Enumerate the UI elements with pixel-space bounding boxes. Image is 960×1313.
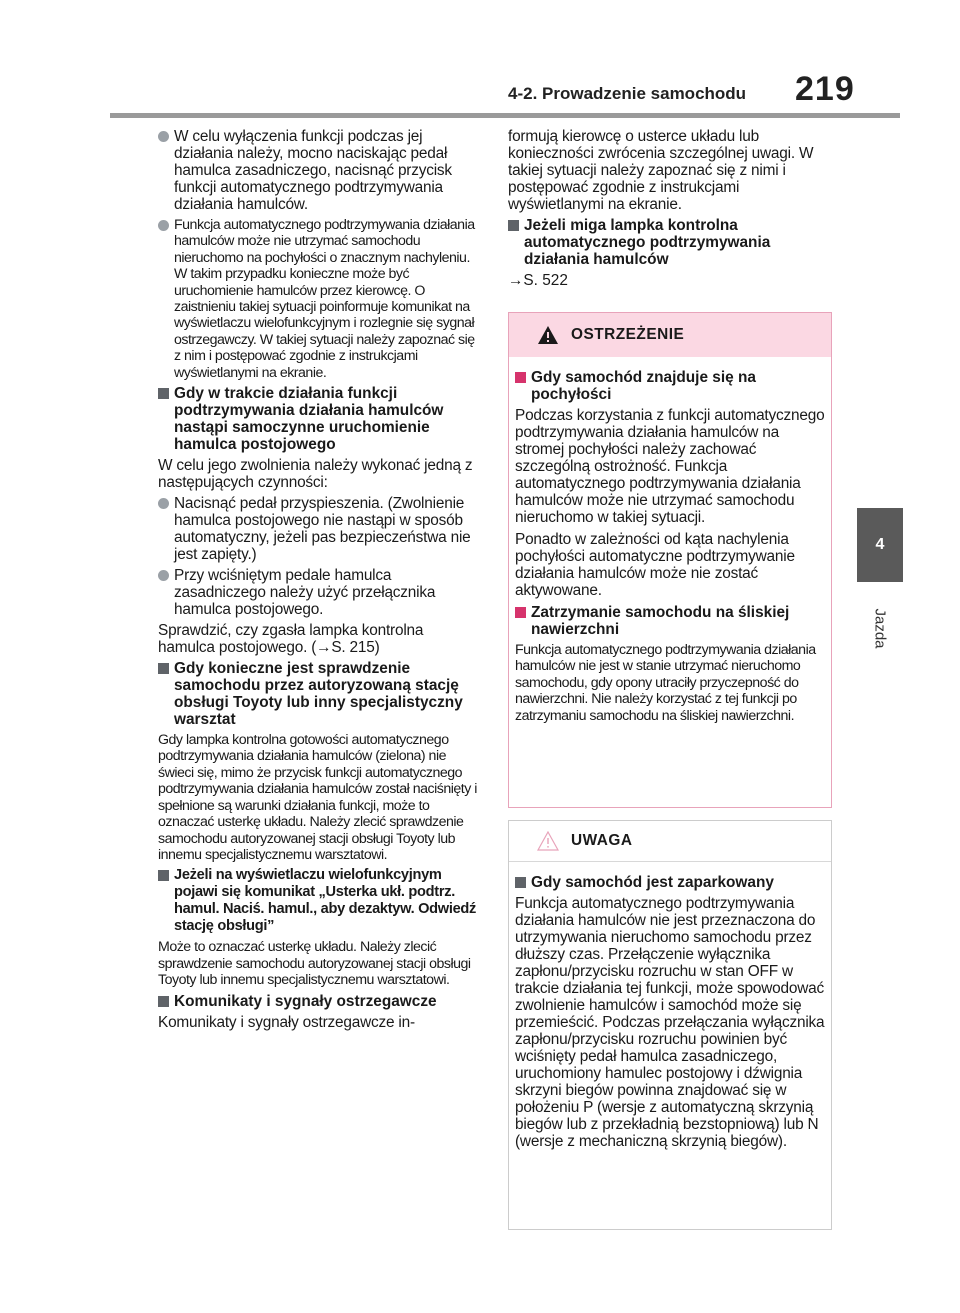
paragraph: Sprawdzić, czy zgasła lampka kontrolna hamulca postojowego. (→S. 215) bbox=[158, 622, 424, 657]
chapter-number: 4 bbox=[875, 536, 885, 553]
paragraph: formują kierowcę o usterce układu lub konieczności zwrócenia szczególnej uwagi. W takiej sytuacji należy zapoznać się z nimi i postępować zgodnie z instrukcjami wyświetlanymi na ekranie. bbox=[508, 128, 814, 213]
square-marker-icon bbox=[158, 663, 169, 674]
paragraph: Podczas korzystania z funkcji automatycznego podtrzymywania działania hamulców na stromej pochyłości należy zachować szczególną ostrożność. Funkcja automatycznego podtrzymywania działania hamulców może nie utrzymać samochodu nieruchomo w takiej sytuacji. bbox=[515, 407, 825, 526]
bullet-item: Funkcja automatycznego podtrzymywania działania hamulców może nie utrzymać samochodu nieruchomo na pochyłości o znacznym nachyleniu. W takim przypadku konieczne może być uruchomienie hamulców przez kierowcę. O zaistnieniu takiej sytuacji poinformuje komunikat na wyświetlaczu wielofunkcyjnym i rozlegnie się sygnał ostrzegawczy. W takiej sytuacji należy zapoznać się z nim i postępować zgodnie z instrukcjami wyświetlanymi na ekranie. bbox=[158, 217, 480, 381]
notice-title: UWAGA bbox=[571, 832, 633, 849]
bullet-item: W celu wyłączenia funkcji podczas jej działania należy, mocno naciskając pedał hamulca zasadniczego, nacisnąć przycisk funkcji automatycznego podtrzymywania działania hamulców. bbox=[158, 128, 480, 213]
page-number: 219 bbox=[795, 70, 855, 108]
warning-triangle-icon bbox=[537, 325, 559, 345]
square-marker-icon bbox=[515, 607, 526, 618]
square-marker-icon bbox=[158, 996, 169, 1007]
square-marker-icon bbox=[158, 870, 169, 881]
paragraph: Ponadto w zależności od kąta nachylenia pochyłości automatyczne podtrzymywanie działania hamulców może nie zostać aktywowane. bbox=[515, 531, 795, 599]
section-title: 4-2. Prowadzenie samochodu bbox=[508, 84, 747, 103]
section-heading: Komunikaty i sygnały ostrzegawcze bbox=[158, 993, 480, 1010]
section-heading: Gdy samochód jest zaparkowany bbox=[515, 874, 825, 891]
square-marker-icon bbox=[158, 388, 169, 399]
header-divider bbox=[110, 113, 900, 118]
square-marker-icon bbox=[515, 372, 526, 383]
left-column bbox=[158, 128, 480, 1035]
chapter-tab[interactable] bbox=[857, 508, 903, 582]
section-heading: Gdy w trakcie działania funkcji podtrzymywania działania hamulców nastąpi samoczynne uruchomienie hamulca postojowego bbox=[158, 385, 480, 453]
bullet-dot-icon bbox=[158, 220, 169, 231]
paragraph: Funkcja automatycznego podtrzymywania działania hamulców nie jest w stanie utrzymać nieruchomo samochodu, gdy opony utraciły przyczepność do nawierzchni. Nie należy korzystać z tej funkcji po zatrzymaniu samochodu na śliskiej nawierzchni. bbox=[515, 642, 816, 724]
warning-body bbox=[509, 357, 831, 724]
page-reference[interactable]: →S. 522 bbox=[508, 272, 568, 289]
notice-body bbox=[509, 862, 831, 1150]
section-heading: Gdy samochód znajduje się na pochyłości bbox=[515, 369, 825, 403]
right-column bbox=[508, 128, 834, 289]
warning-box bbox=[508, 312, 832, 808]
square-marker-icon bbox=[508, 220, 519, 231]
chapter-label: Jazda bbox=[871, 607, 889, 649]
paragraph: W celu jego zwolnienia należy wykonać jedną z następujących czynności: bbox=[158, 457, 473, 492]
paragraph: Komunikaty i sygnały ostrzegawcze in- bbox=[158, 1013, 415, 1031]
section-heading: Gdy konieczne jest sprawdzenie samochodu przez autoryzowaną stację obsługi Toyoty lub inny specjalistyczny warsztat bbox=[158, 660, 480, 728]
notice-header bbox=[509, 821, 831, 862]
bullet-dot-icon bbox=[158, 498, 169, 509]
paragraph: Gdy lampka kontrolna gotowości automatycznego podtrzymywania działania hamulców (zielona) nie świeci się, mimo że przycisk funkcji automatycznego podtrzymywania działania hamulców został naciśnięty i spełnione są warunki działania funkcji, może to oznaczać usterkę układu. Należy zlecić sprawdzenie samochodu autoryzowanej stacji obsługi Toyoty lub innemu specjalistycznemu warsztatowi. bbox=[158, 732, 477, 863]
square-marker-icon bbox=[515, 877, 526, 888]
bullet-dot-icon bbox=[158, 570, 169, 581]
bullet-item: Przy wciśniętym pedale hamulca zasadniczego należy użyć przełącznika hamulca postojowego. bbox=[158, 567, 480, 618]
section-heading: Jeżeli miga lampka kontrolna automatycznego podtrzymywania działania hamulców bbox=[508, 217, 834, 268]
warning-header bbox=[509, 313, 831, 357]
bullet-dot-icon bbox=[158, 131, 169, 142]
warning-title: OSTRZEŻENIE bbox=[571, 326, 685, 343]
notice-box bbox=[508, 820, 832, 1230]
paragraph: Może to oznaczać usterkę układu. Należy zlecić sprawdzenie samochodu autoryzowanej stacji obsługi Toyoty lub innemu specjalistycznemu warsztatowi. bbox=[158, 939, 471, 989]
section-heading: Jeżeli na wyświetlaczu wielofunkcyjnym pojawi się komunikat „Usterka ukł. podtrz. hamul. Naciś. hamul., aby dezaktyw. Odwiedź stację obsługi” bbox=[158, 867, 480, 935]
paragraph: Funkcja automatycznego podtrzymywania działania hamulców nie jest przeznaczona do utrzymywania nieruchomo samochodu przez dłuższy czas. Przełączenie wyłącznika zapłonu/przycisku rozruchu w stan OFF w trakcie działania tej funkcji, może spowodować zwolnienie hamulców i samochód może się przemieścić. Podczas przełączania wyłącznika zapłonu/przycisku rozruchu powinien być wciśnięty pedał hamulca zasadniczego, uruchomiony hamulec postojowy i dźwignia skrzyni biegów powinna znajdować się w położeniu P (wersje z automatyczną skrzynią biegów lub z przekładnią bezstopniową) lub N (wersje z mechaniczną skrzynią biegów). bbox=[515, 895, 825, 1150]
caution-triangle-icon bbox=[537, 831, 559, 851]
bullet-item: Nacisnąć pedał przyspieszenia. (Zwolnienie hamulca postojowego nie nastąpi w sposób automatyczny, jeżeli pas bezpieczeństwa nie jest zapięty.) bbox=[158, 495, 480, 563]
section-heading: Zatrzymanie samochodu na śliskiej nawierzchni bbox=[515, 604, 825, 638]
